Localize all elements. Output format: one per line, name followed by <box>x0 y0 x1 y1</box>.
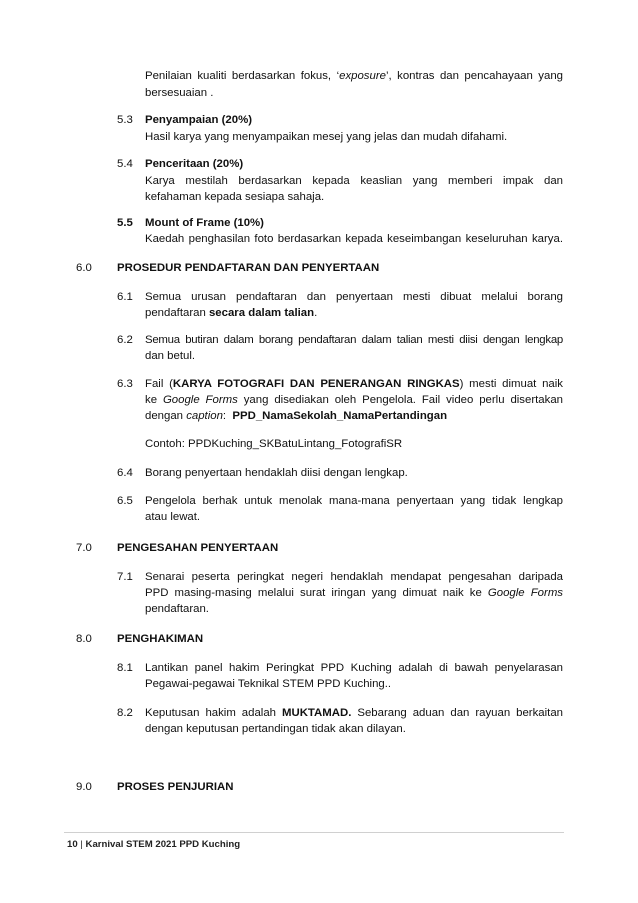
s55-title: Mount of Frame (10%) <box>145 217 264 229</box>
i61-line2: pendaftaran secara dalam talian. <box>145 307 318 319</box>
i63-number: 6.3 <box>117 378 133 390</box>
page-footer <box>67 839 240 850</box>
i64-number: 6.4 <box>117 467 133 479</box>
i82-line1: Keputusan hakim adalah MUKTAMAD. Sebarang aduan dan rayuan berkaitan <box>145 707 563 719</box>
s54-title: Penceritaan (20%) <box>145 158 244 170</box>
i63-line1: Fail (KARYA FOTOGRAFI DAN PENERANGAN RINGKAS) mesti dimuat naik <box>145 378 563 390</box>
i61-number: 6.1 <box>117 291 133 303</box>
i65-line1: Pengelola berhak untuk menolak mana-mana penyertaan yang tidak lengkap <box>145 495 563 507</box>
i81-number: 8.1 <box>117 662 133 674</box>
s54-number: 5.4 <box>117 158 133 170</box>
i63-line3: dengan caption: PPD_NamaSekolah_NamaPertandingan <box>145 410 448 422</box>
s53-body: Hasil karya yang menyampaikan mesej yang jelas dan mudah difahami. <box>145 131 508 143</box>
sec7-number: 7.0 <box>76 542 92 554</box>
sec6-heading: PROSEDUR PENDAFTARAN DAN PENYERTAAN <box>117 262 380 274</box>
i62-line1: Semua butiran dalam borang pendaftaran dalam talian mesti diisi dengan lengkap <box>145 334 563 346</box>
s53-title: Penyampaian (20%) <box>145 114 252 126</box>
sec8-heading: PENGHAKIMAN <box>117 633 204 645</box>
i71-line3: pendaftaran. <box>145 603 209 615</box>
i64-line1: Borang penyertaan hendaklah diisi dengan lengkap. <box>145 467 408 479</box>
i71-number: 7.1 <box>117 571 133 583</box>
s55-number: 5.5 <box>117 217 133 229</box>
i82-line2: dengan keputusan pertandingan tidak akan dilayan. <box>145 723 406 735</box>
sec8-number: 8.0 <box>76 633 92 645</box>
i62-line2: dan betul. <box>145 350 196 362</box>
sec9-number: 9.0 <box>76 781 92 793</box>
sec6-number: 6.0 <box>76 262 92 274</box>
i81-line1: Lantikan panel hakim Peringkat PPD Kuching adalah di bawah penyelarasan <box>145 662 563 674</box>
s54-body-line1: Karya mestilah berdasarkan kepada keaslian yang memberi impak dan <box>145 175 563 187</box>
i81-line2: Pegawai-pegawai Teknikal STEM PPD Kuching.. <box>145 678 392 690</box>
i61-line1: Semua urusan pendaftaran dan penyertaan mesti dibuat melalui borang <box>145 291 563 303</box>
s53-number: 5.3 <box>117 114 133 126</box>
i65-line2: atau lewat. <box>145 511 201 523</box>
sec9-heading: PROSES PENJURIAN <box>117 781 234 793</box>
sec7-heading: PENGESAHAN PENYERTAAN <box>117 542 279 554</box>
i62-number: 6.2 <box>117 334 133 346</box>
footer-title: Karnival STEM 2021 PPD Kuching <box>85 839 241 850</box>
i82-number: 8.2 <box>117 707 133 719</box>
i71-line1: Senarai peserta peringkat negeri hendaklah mendapat pengesahan daripada <box>145 571 563 583</box>
footer-divider <box>64 832 564 833</box>
footer-page-number: 10 <box>67 839 78 850</box>
s54-body-line2: kefahaman kepada sesiapa sahaja. <box>145 191 325 203</box>
i63-line2: ke Google Forms yang disediakan oleh Pengelola. Fail video perlu disertakan <box>145 394 563 406</box>
footer-separator: | <box>80 839 83 850</box>
i71-line2: PPD masing-masing melalui surat iringan yang dimuat naik ke Google Forms <box>145 587 563 599</box>
s52-line1: Penilaian kualiti berdasarkan fokus, ‘exposure’, kontras dan pencahayaan yang <box>145 70 563 82</box>
i65-number: 6.5 <box>117 495 133 507</box>
s55-body: Kaedah penghasilan foto berdasarkan kepada keseimbangan keseluruhan karya. <box>145 233 563 245</box>
s52-line2: bersesuaian . <box>145 87 214 99</box>
i63-example: Contoh: PPDKuching_SKBatuLintang_FotografiSR <box>145 438 403 450</box>
